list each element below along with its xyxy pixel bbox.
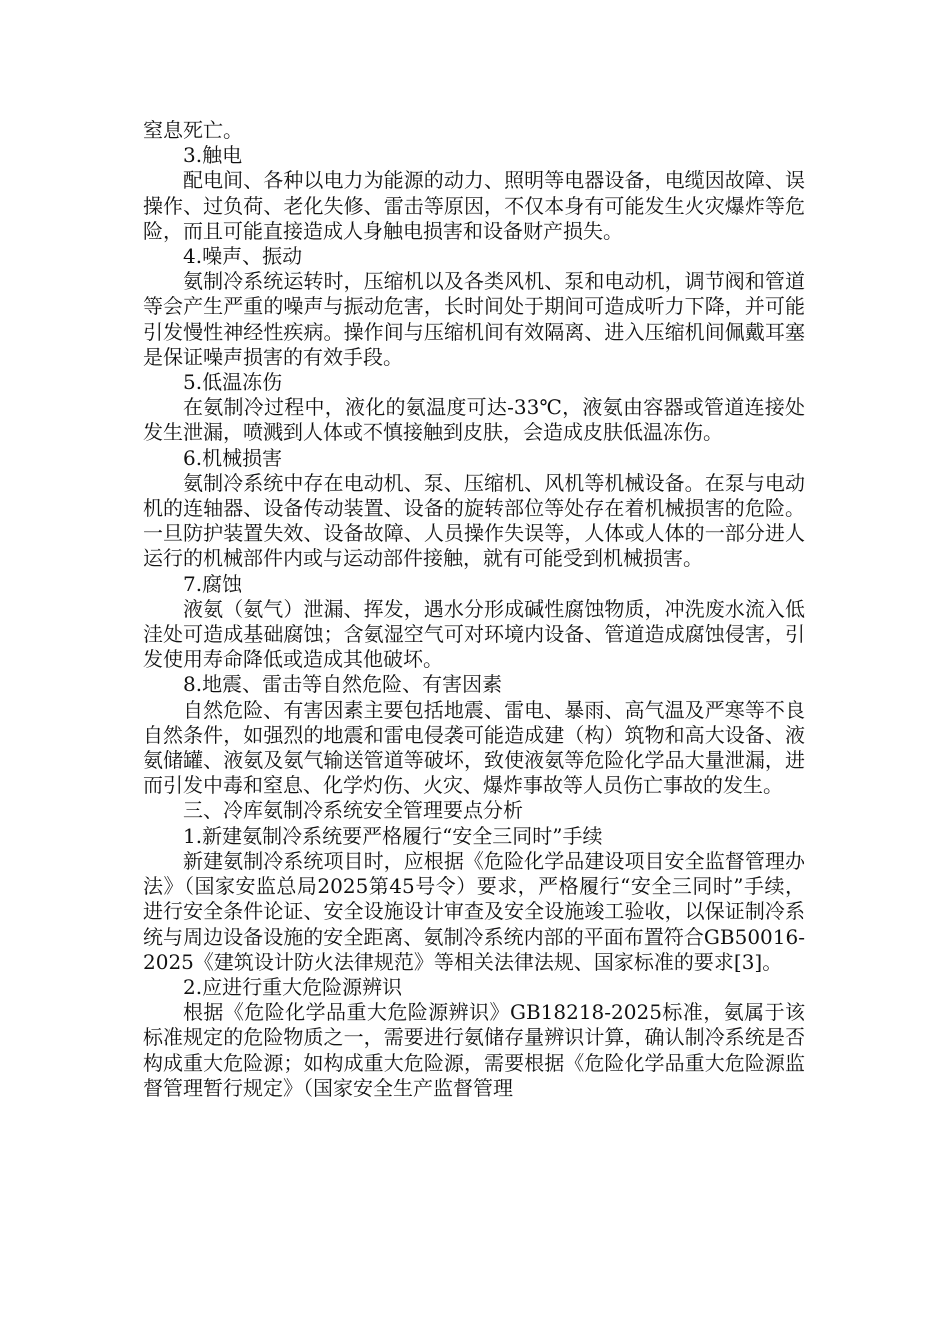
- section-heading-mechanical-injury: 6.机械损害: [183, 445, 283, 470]
- section-heading-major-hazard: 2.应进行重大危险源辨识: [183, 974, 403, 999]
- section-heading-electric-shock: 3.触电: [183, 143, 243, 168]
- paragraph-major-hazard: 根据《危险化学品重大危险源辨识》GB18218-2025标准，氨属于该标准规定的危险物质之一，需要进行氨储存量辨识计算，确认制冷系统是否构成重大危险源；如构成重大危险源，需要根据《危险化学品重大危险源监督管理暂行规定》（国家安全生产监督管理: [143, 1000, 805, 1100]
- paragraph-electric-shock: 配电间、各种以电力为能源的动力、照明等电器设备，电缆因故障、误操作、过负荷、老化失修、雷击等原因，不仅本身有可能发生火灾爆炸等危险，而且可能直接造成人身触电损害和设备财产损失。: [143, 168, 805, 243]
- section-heading-frostbite: 5.低温冻伤: [183, 370, 283, 395]
- section-heading-noise-vibration: 4.噪声、振动: [183, 244, 303, 269]
- paragraph-noise-vibration: 氨制冷系统运转时，压缩机以及各类风机、泵和电动机，调节阀和管道等会产生严重的噪声与振动危害，长时间处于期间可造成听力下降，并可能引发慢性神经性疾病。操作间与压缩机间有效隔离、进入压缩机间佩戴耳塞是保证噪声损害的有效手段。: [143, 269, 805, 369]
- paragraph-frostbite: 在氨制冷过程中，液化的氨温度可达-33℃，液氨由容器或管道连接处发生泄漏，喷溅到人体或不慎接触到皮肤，会造成皮肤低温冻伤。: [143, 395, 805, 445]
- section-heading-natural-hazards: 8.地震、雷击等自然危险、有害因素: [183, 672, 503, 697]
- paragraph-continuation: 窒息死亡。: [143, 118, 243, 142]
- document-body: [143, 118, 805, 1101]
- section-heading-corrosion: 7.腐蚀: [183, 571, 243, 596]
- paragraph-corrosion: 液氨（氨气）泄漏、挥发，遇水分形成碱性腐蚀物质，冲洗废水流入低洼处可造成基础腐蚀；含氨湿空气可对环境内设备、管道造成腐蚀侵害，引发使用寿命降低或造成其他破坏。: [143, 596, 805, 672]
- paragraph-three-simultaneous: 新建氨制冷系统项目时，应根据《危险化学品建设项目安全监督管理办法》（国家安监总局2025第45号令）要求，严格履行“安全三同时”手续，进行安全条件论证、安全设施设计审查及安全设施竣工验收，以保证制冷系统与周边设备设施的安全距离、氨制冷系统内部的平面布置符合GB50016-2025《建筑设计防火法律规范》等相关法律法规、国家标准的要求[3]。: [143, 848, 805, 974]
- chapter-heading-safety-management: 三、冷库氨制冷系统安全管理要点分析: [183, 798, 523, 823]
- paragraph-mechanical-injury: 氨制冷系统中存在电动机、泵、压缩机、风机等机械设备。在泵与电动机的连轴器、设备传动装置、设备的旋转部位等处存在着机械损害的危险。一旦防护装置失效、设备故障、人员操作失误等，人体或人体的一部分进人运行的机械部件内或与运动部件接触，就有可能受到机械损害。: [143, 470, 805, 571]
- paragraph-natural-hazards: 自然危险、有害因素主要包括地震、雷电、暴雨、高气温及严寒等不良自然条件，如强烈的地震和雷电侵袭可能造成建（构）筑物和高大设备、液氨储罐、液氨及氨气输送管道等破坏，致使液氨等危险化学品大量泄漏，进而引发中毒和窒息、化学灼伤、火灾、爆炸事故等人员伤亡事故的发生。: [143, 697, 805, 798]
- section-heading-three-simultaneous: 1.新建氨制冷系统要严格履行“安全三同时”手续: [183, 823, 603, 848]
